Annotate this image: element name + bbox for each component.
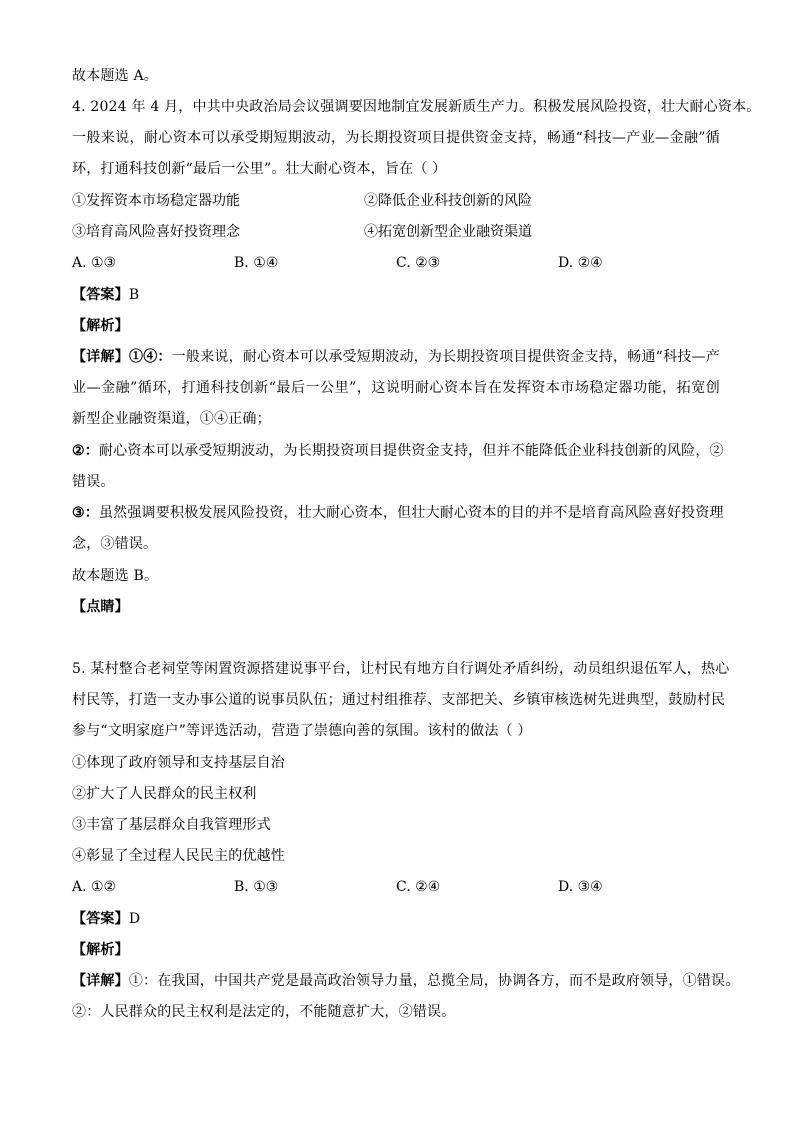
q4-item-2: ②降低企业科技创新的风险 (364, 193, 532, 209)
answer-value: D (128, 911, 141, 927)
detail3-text: 虽然强调要积极发展风险投资，壮大耐心资本，但壮大耐心资本的目的并不是培育高风险喜好投资理 (98, 505, 724, 521)
answer-tag: 【答案】 (72, 287, 129, 303)
detail-text: 一般来说，耐心资本可以承受短期波动，为长期投资项目提供资金支持，畅通“科技—产 (171, 349, 720, 365)
q5-stem-line-1: 5. 某村整合老祠堂等闲置资源搭建说事平台，让村民有地方自行调处矛盾纠纷，动员组织退伍军人，热心 (72, 661, 730, 677)
q5-stem-line-2: 村民等，打造一支办事公道的说事员队伍；通过村组推荐、支部把关、乡镇审核选树先进典型，鼓励村民 (72, 692, 726, 708)
q4-comment-tag: 【点睛】 (72, 599, 129, 615)
detail-tag: 【详解】 (72, 973, 129, 989)
q5-stem-line-3: 参与“文明家庭户”等评选活动，营造了崇德向善的氛围。该村的做法（ ） (72, 723, 532, 739)
q4-detail2-line-2: 错误。 (72, 474, 115, 490)
q4-stem-line-1: 4. 2024 年 4 月，中共中央政治局会议强调要因地制宜发展新质生产力。积极发展风险投资，壮大耐心资本。 (72, 99, 761, 115)
q5-choice-c: C. ②④ (396, 879, 441, 895)
q5-detail-line-2: ②：人民群众的民主权利是法定的，不能随意扩大，②错误。 (72, 1004, 456, 1020)
answer-value: B (128, 287, 140, 303)
q4-answer (72, 285, 139, 305)
answer-tag: 【答案】 (72, 911, 129, 927)
q4-detail-line-1 (72, 347, 720, 367)
q4-stem-line-3: 环，打通科技创新“最后一公里”。壮大耐心资本，旨在（ ） (72, 161, 447, 177)
detail-text: ①：在我国，中国共产党是最高政治领导力量，总揽全局，协调各方，而不是政府领导，①错误。 (128, 973, 740, 989)
q4-choice-a: A. ①③ (72, 255, 117, 271)
q4-conclusion: 故本题选 B。 (72, 568, 159, 584)
q4-item-4: ④拓宽创新型企业融资渠道 (364, 224, 532, 240)
q4-choice-b: B. ①④ (234, 255, 279, 271)
q4-detail2-line-1 (72, 441, 724, 461)
q4-choice-d: D. ②④ (558, 255, 603, 271)
q4-item-1: ①发挥资本市场稳定器功能 (72, 193, 240, 209)
q4-detail-line-2: 业—金融”循环，打通科技创新“最后一公里”，这说明耐心资本旨在发挥资本市场稳定器功能，拓宽创 (72, 380, 720, 396)
detail-lead: ①④： (128, 349, 172, 365)
q4-detail3-line-1 (72, 503, 724, 523)
detail2-lead: ②： (72, 443, 99, 459)
q4-item-3: ③培育高风险喜好投资理念 (72, 224, 240, 240)
q5-choice-a: A. ①② (72, 879, 117, 895)
q5-choice-d: D. ③④ (558, 879, 603, 895)
prev-conclusion: 故本题选 A。 (72, 68, 158, 84)
q5-choice-b: B. ①③ (234, 879, 279, 895)
q5-item-4: ④彰显了全过程人民民主的优越性 (72, 848, 285, 864)
detail-tag: 【详解】 (72, 349, 129, 365)
detail3-lead: ③： (72, 505, 99, 521)
q4-analysis-tag: 【解析】 (72, 318, 129, 334)
q5-item-1: ①体现了政府领导和支持基层自治 (72, 755, 285, 771)
q5-item-3: ③丰富了基层群众自我管理形式 (72, 817, 271, 833)
q4-detail3-line-2: 念，③错误。 (72, 536, 158, 552)
q4-choice-c: C. ②③ (396, 255, 441, 271)
q5-answer (72, 909, 140, 929)
q5-analysis-tag: 【解析】 (72, 942, 129, 958)
q5-detail-line-1 (72, 971, 740, 991)
q5-item-2: ②扩大了人民群众的民主权利 (72, 786, 257, 802)
detail2-text: 耐心资本可以承受短期波动，为长期投资项目提供资金支持，但并不能降低企业科技创新的风险，② (98, 443, 724, 459)
q4-stem-line-2: 一般来说，耐心资本可以承受期短期波动，为长期投资项目提供资金支持，畅通“科技—产业—金融”循 (72, 130, 720, 146)
q4-detail-line-3: 新型企业融资渠道，①④正确； (72, 411, 271, 427)
